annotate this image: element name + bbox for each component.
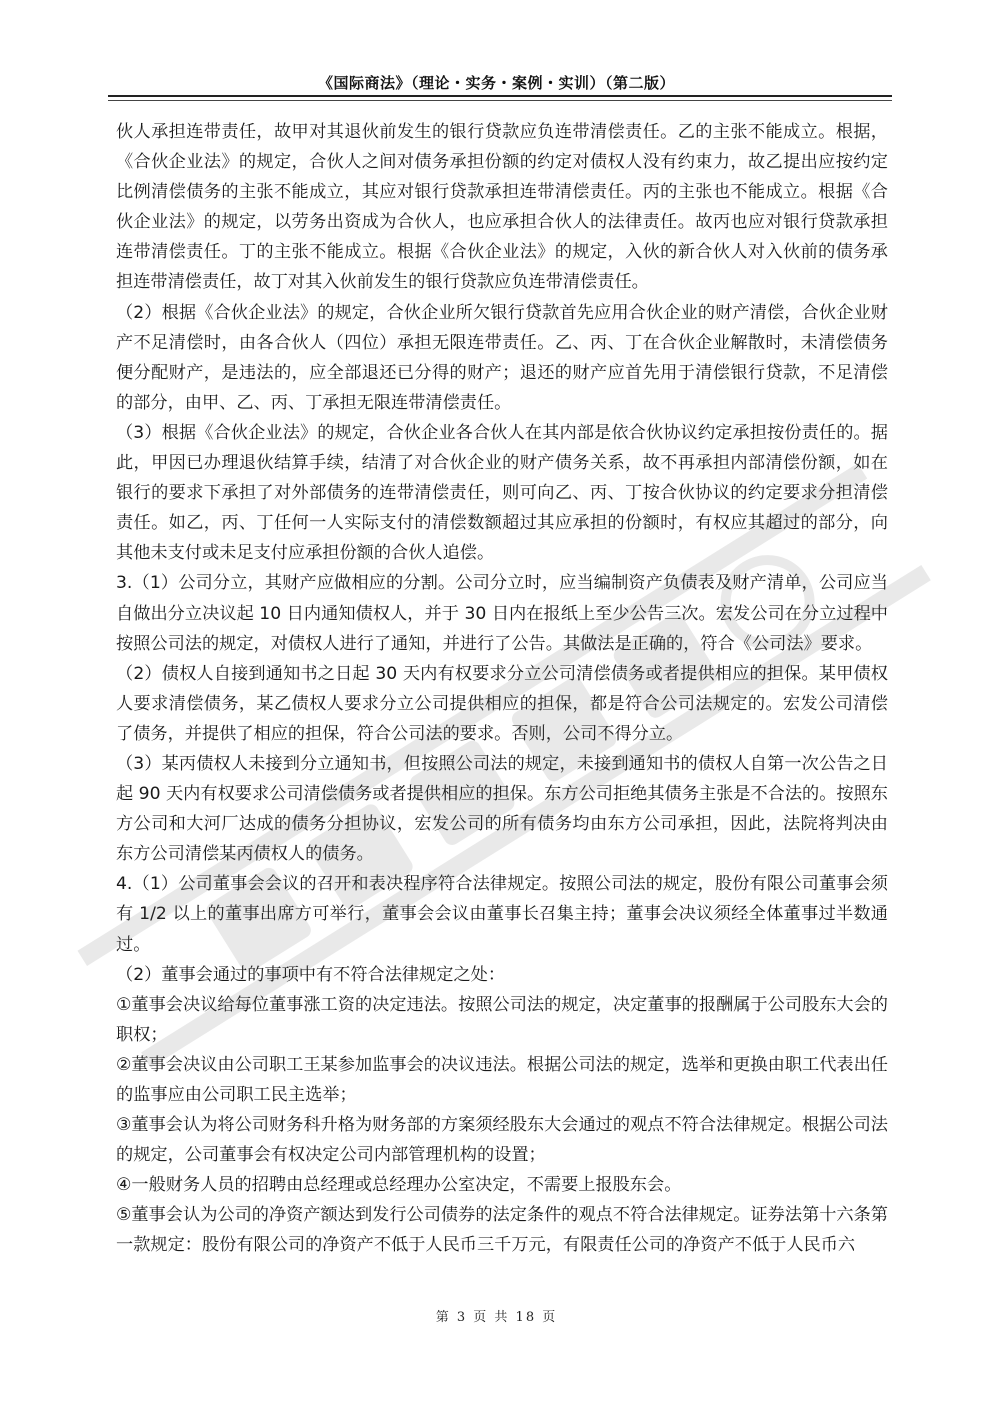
paragraph-11: ③董事会认为将公司财务科升格为财务部的方案须经股东大会通过的观点不符合法律规定。根据公司法的规定，公司董事会有权决定公司内部管理机构的设置；: [116, 1115, 888, 1166]
paragraph-12: ④一般财务人员的招聘由总经理或总经理办公室决定，不需要上报股东会。: [116, 1175, 682, 1196]
paragraph-2: （2）根据《合伙企业法》的规定，合伙企业所欠银行贷款首先应用合伙企业的财产清偿，合伙企业财产不足清偿时，由各合伙人（四位）承担无限连带责任。乙、丙、丁在合伙企业解散时，未清偿债务便分配财产，是违法的，应全部退还已分得的财产；退还的财产应首先用于清偿银行贷款，不足清偿的部分，由甲、乙、丙、丁承担无限连带清偿责任。: [116, 302, 888, 413]
paragraph-4: 3.（1）公司分立，其财产应做相应的分割。公司分立时，应当编制资产负债表及财产清单，公司应当自做出分立决议起 10 日内通知债权人，并于 30 日内在报纸上至少公告三次。宏发公司在分立过程中按照公司法的规定，对债权人进行了通知，并进行了公告。其做法是正确的，符合《公司法》要求。: [116, 573, 888, 654]
paragraph-1: 伙人承担连带责任，故甲对其退伙前发生的银行贷款应负连带清偿责任。乙的主张不能成立。根据，《合伙企业法》的规定，合伙人之间对债务承担份额的约定对债权人没有约束力，故乙提出应按约定比例清偿债务的主张不能成立，其应对银行贷款承担连带清偿责任。丙的主张也不能成立。根据《合伙企业法》的规定，以劳务出资成为合伙人，也应承担合伙人的法律责任。故丙也应对银行贷款承担连带清偿责任。丁的主张不能成立。根据《合伙企业法》的规定，入伙的新合伙人对入伙前的债务承担连带清偿责任，故丁对其入伙前发生的银行贷款应负连带清偿责任。: [116, 122, 888, 293]
paragraph-5: （2）债权人自接到通知书之日起 30 天内有权要求分立公司清偿债务或者提供相应的担保。某甲债权人要求清偿债务，某乙债权人要求分立公司提供相应的担保，都是符合公司法规定的。宏发公司清偿了债务，并提供了相应的担保，符合公司法的要求。否则，公司不得分立。: [116, 663, 888, 744]
document-body: [116, 117, 888, 1261]
paragraph-6: （3）某丙债权人未接到分立通知书，但按照公司法的规定，未接到通知书的债权人自第一次公告之日起 90 天内有权要求公司清偿债务或者提供相应的担保。东方公司拒绝其债务主张是不合法的。按照东方公司和大河厂达成的债务分担协议，宏发公司的所有债务均由东方公司承担，因此，法院将判决由东方公司清偿某丙债权人的债务。: [116, 753, 888, 865]
paragraph-8: （2）董事会通过的事项中有不符合法律规定之处：: [116, 964, 506, 985]
header-rule-thick: [108, 95, 892, 97]
paragraph-13: ⑤董事会认为公司的净资产额达到发行公司债券的法定条件的观点不符合法律规定。证券法第十六条第一款规定：股份有限公司的净资产不低于人民币三千万元，有限责任公司的净资产不低于人民币六: [116, 1205, 888, 1256]
paragraph-7: 4.（1）公司董事会会议的召开和表决程序符合法律规定。按照公司法的规定，股份有限公司董事会须有 1/2 以上的董事出席方可举行，董事会会议由董事长召集主持；董事会决议须经全体董事过半数通过。: [116, 874, 888, 955]
page-number: 第 3 页 共 18 页: [435, 1310, 558, 1325]
paragraph-3: （3）根据《合伙企业法》的规定，合伙企业各合伙人在其内部是依合伙协议约定承担按份责任的。据此，甲因已办理退伙结算手续，结清了对合伙企业的财产债务关系，故不再承担内部清偿份额，如在银行的要求下承担了对外部债务的连带清偿责任，则可向乙、丙、丁按合伙协议的约定要求分担清偿责任。如乙，丙、丁任何一人实际支付的清偿数额超过其应承担的份额时，有权应其超过的部分，向其他未支付或未足支付应承担份额的合伙人追偿。: [116, 422, 888, 564]
paragraph-9: ①董事会决议给每位董事涨工资的决定违法。按照公司法的规定，决定董事的报酬属于公司股东大会的职权；: [116, 994, 888, 1045]
running-header-title: 《国际商法》（理论・实务・案例・实训）（第二版）: [317, 74, 675, 92]
header-rule-thin: [108, 100, 892, 101]
paragraph-10: ②董事会决议由公司职工王某参加监事会的决议违法。根据公司法的规定，选举和更换由职工代表出任的监事应由公司职工民主选举；: [116, 1054, 888, 1105]
